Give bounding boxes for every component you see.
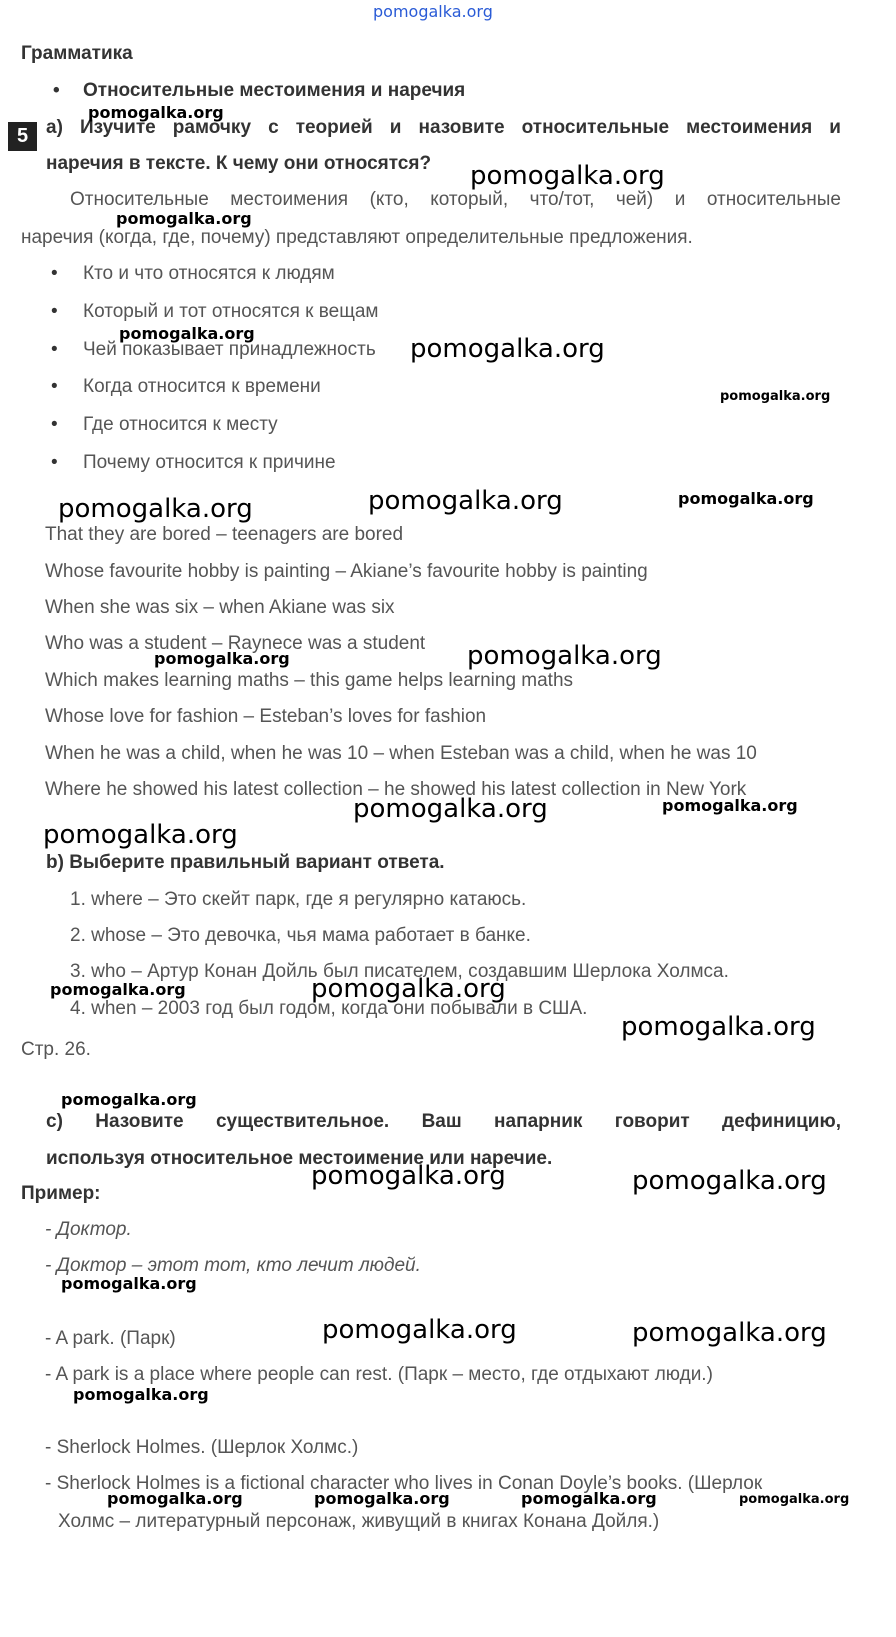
watermark: pomogalka.org (739, 1492, 850, 1507)
theory-bullet: • Кто и что относятся к людям (51, 263, 335, 284)
watermark: pomogalka.org (107, 1489, 243, 1508)
section-title: Грамматика (21, 43, 133, 64)
answer-b: 1. where – Это скейт парк, где я регулярно катаюсь. (70, 889, 527, 910)
theory-line2: наречия (когда, где, почему) представляют определительные предложения. (21, 227, 693, 248)
watermark: pomogalka.org (678, 489, 814, 508)
example-line: - Доктор. (45, 1219, 132, 1240)
task-c-line1: c) Назовите существительное. Ваш напарник говорит дефиницию, (46, 1111, 841, 1132)
watermark: pomogalka.org (58, 494, 253, 524)
watermark: pomogalka.org (632, 1166, 827, 1196)
answer-a: Where he showed his latest collection – he showed his latest collection in New York (45, 779, 747, 800)
dialog-line: - A park. (Парк) (45, 1328, 176, 1349)
example-label: Пример: (21, 1183, 101, 1204)
watermark: pomogalka.org (470, 161, 665, 191)
watermark: pomogalka.org (311, 1161, 506, 1191)
watermark: pomogalka.org (50, 980, 186, 999)
watermark: pomogalka.org (521, 1489, 657, 1508)
watermark: pomogalka.org (119, 324, 255, 343)
answer-a: When he was a child, when he was 10 – when Esteban was a child, when he was 10 (45, 743, 757, 764)
watermark: pomogalka.org (43, 820, 238, 850)
watermark: pomogalka.org (410, 334, 605, 364)
task-c-line2: используя относительное местоимение или наречие. (46, 1148, 553, 1169)
theory-bullet: • Почему относится к причине (51, 452, 336, 473)
dialog-line: - Sherlock Holmes. (Шерлок Холмс.) (45, 1437, 359, 1458)
watermark: pomogalka.org (467, 641, 662, 671)
theory-bullet: • Когда относится к времени (51, 376, 321, 397)
theory-bullet: • Чей показывает принадлежность (51, 339, 376, 360)
task-a-line2: наречия в тексте. К чему они относятся? (46, 153, 432, 174)
watermark: pomogalka.org (154, 649, 290, 668)
watermark: pomogalka.org (353, 794, 548, 824)
theory-line1: Относительные местоимения (кто, который, что/тот, чей) и относительные (70, 189, 841, 210)
answer-a: Who was a student – Raynece was a student (45, 633, 426, 654)
exercise-number: 5 (8, 122, 37, 151)
watermark: pomogalka.org (73, 1385, 209, 1404)
watermark: pomogalka.org (662, 796, 798, 815)
watermark: pomogalka.org (368, 486, 563, 516)
watermark: pomogalka.org (621, 1012, 816, 1042)
watermark: pomogalka.org (314, 1489, 450, 1508)
watermark: pomogalka.org (61, 1090, 197, 1109)
watermark: pomogalka.org (88, 103, 224, 122)
answer-a: When she was six – when Akiane was six (45, 597, 395, 618)
watermark: pomogalka.org (61, 1274, 197, 1293)
answer-b: 4. when – 2003 год был годом, когда они побывали в США. (70, 998, 588, 1019)
watermark: pomogalka.org (720, 389, 831, 404)
answer-a: Which makes learning maths – this game helps learning maths (45, 670, 574, 691)
dialog-line: - A park is a place where people can rest. (Парк – место, где отдыхают люди.) (45, 1364, 713, 1385)
theory-bullet: • Который и тот относятся к вещам (51, 301, 379, 322)
theory-bullet: • Где относится к месту (51, 414, 278, 435)
page-reference: Стр. 26. (21, 1039, 91, 1060)
watermark: pomogalka.org (632, 1318, 827, 1348)
bullet-dot: • (53, 80, 60, 101)
dialog-line: - Sherlock Holmes is a fictional character who lives in Conan Doyle’s books. (Шерлок (45, 1473, 763, 1494)
watermark: pomogalka.org (116, 209, 252, 228)
task-a-line1: a) Изучите рамочку с теорией и назовите относительные местоимения и (46, 117, 841, 138)
answer-a: That they are bored – teenagers are bored (45, 524, 404, 545)
watermark: pomogalka.org (311, 974, 506, 1004)
watermark: pomogalka.org (322, 1315, 517, 1345)
answer-a: Whose favourite hobby is painting – Akiane’s favourite hobby is painting (45, 561, 648, 582)
topic-bullet-text: Относительные местоимения и наречия (83, 80, 466, 101)
answer-b: 3. who – Артур Конан Дойль был писателем, создавшим Шерлока Холмса. (70, 961, 729, 982)
top-watermark: pomogalka.org (373, 2, 493, 21)
answer-b: 2. whose – Это девочка, чья мама работает в банке. (70, 925, 531, 946)
example-line: - Доктор – этот тот, кто лечит людей. (45, 1255, 421, 1276)
dialog-line: Холмс – литературный персонаж, живущий в книгах Конана Дойля.) (58, 1511, 660, 1532)
task-b: b) Выберите правильный вариант ответа. (46, 852, 445, 873)
answer-a: Whose love for fashion – Esteban’s loves for fashion (45, 706, 487, 727)
topic-bullet (53, 80, 466, 102)
